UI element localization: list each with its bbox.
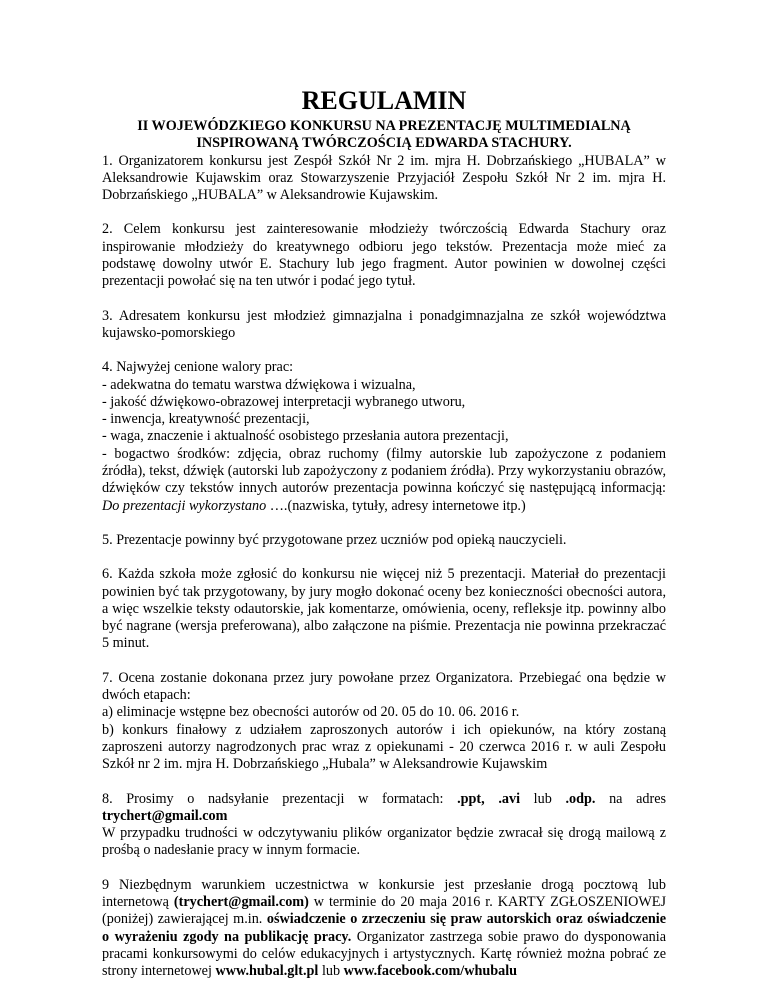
paragraph-5-supervision: 5. Prezentacje powinny być przygotowane przez uczniów pod opieką nauczycieli. <box>102 531 567 548</box>
formats-note: W przypadku trudności w odczytywaniu plików organizator będzie zwracał się drogą mailową z prośbą o nadesłanie pracy w innym formacie. <box>102 825 666 859</box>
website-link-hubal[interactable]: www.hubal.glt.pl <box>215 963 319 980</box>
format-avi: .avi <box>498 790 521 807</box>
paragraph-1-organizer: 1. Organizatorem konkursu jest Zespół Szkół Nr 2 im. mjra H. Dobrzańskiego „HUBALA” w Aleksandrowie Kujawskim oraz Stowarzyszenie Przyjaciół Zespołu Szkół Nr 2 im. mjra H. Dobrzańskiego „HUBALA” w Aleksandrowie Kujawskim. <box>102 152 666 204</box>
application-text-4: lub <box>318 963 344 980</box>
criteria-item-3: - inwencja, kreatywność prezentacji, <box>102 411 310 428</box>
criteria-item-5-text: - bogactwo środków: zdjęcia, obraz ruchomy (filmy autorskie lub zapożyczone z podaniem źródła), tekst, dźwięk (autorski lub zapożyczony z podaniem źródła). Przy wykorzystaniu obrazów, dźwięków czy tekstów innych autorów prezentacja powinna kończyć się następującą informacją: <box>102 445 666 497</box>
paragraph-8-formats <box>102 791 666 860</box>
format-ppt: .ppt, <box>457 790 485 807</box>
criteria-item-1: - adekwatna do tematu warstwa dźwiękowa i wizualna, <box>102 376 416 393</box>
application-email[interactable]: (trychert@gmail.com) <box>173 893 309 910</box>
paragraph-9-application <box>102 877 666 981</box>
paragraph-6-submission-limits: 6. Każda szkoła może zgłosić do konkursu nie więcej niż 5 prezentacji. Materiał do prezentacji powinien być tak przygotowany, by jury mogło dokonać oceny bez konieczności obecności autora, a więc wszelkie teksty odautorskie, jak komentarze, omówienia, oceny, refleksje itp. powinny albo być nagrane (wersja preferowana), albo załączone na piśmie. Prezentacja nie powinna przekraczać 5 minut. <box>102 566 666 652</box>
criteria-item-5 <box>102 446 666 515</box>
criteria-tail: ….(nazwiska, tytuły, adresy internetowe itp.) <box>266 497 526 514</box>
criteria-item-2: - jakość dźwiękowo-obrazowej interpretacji wybranego utworu, <box>102 393 466 410</box>
document-page <box>102 86 666 980</box>
evaluation-stage-a: a) eliminacje wstępne bez obecności autorów od 20. 05 do 10. 06. 2016 r. <box>102 704 520 721</box>
format-odp: .odp. <box>565 790 596 807</box>
formats-line <box>102 791 666 808</box>
application-text-2: w terminie do 20 maja 2016 r. KARTY ZGŁOSZENIOWEJ (poniżej) zawierającej m.in. <box>102 893 666 928</box>
document-title: REGULAMIN <box>301 86 467 115</box>
criteria-intro: 4. Najwyżej cenione walory prac: <box>102 359 294 376</box>
criteria-item-4: - waga, znaczenie i aktualność osobistego przesłania autora prezentacji, <box>102 428 509 445</box>
application-declaration: oświadczenie o zrzeczeniu się praw autorskich oraz oświadczenie o wyrażeniu zgody na publikację pracy. <box>102 911 666 945</box>
formats-prefix: 8. Prosimy o nadsyłanie prezentacji w formatach: <box>102 790 444 807</box>
evaluation-stage-b: b) konkurs finałowy z udziałem zaproszonych autorów i ich opiekunów, na który zostaną zaproszeni autorzy nagrodzonych prac wraz z opiekunami - 20 czerwca 2016 r. w auli Zespołu Szkół nr 2 im. mjra H. Dobrzańskiego „Hubala” w Aleksandrowie Kujawskim <box>102 721 666 773</box>
paragraph-3-audience: 3. Adresatem konkursu jest młodzież gimnazjalna i ponadgimnazjalna ze szkół województwa kujawsko-pomorskiego <box>102 307 666 341</box>
formats-or: lub <box>533 790 552 807</box>
subtitle-line-2: INSPIROWANĄ TWÓRCZOŚCIĄ EDWARDA STACHURY. <box>196 135 572 152</box>
paragraph-7-evaluation <box>102 670 666 774</box>
application-text-3: Organizator zastrzega sobie prawo do dysponowania pracami konkursowymi do celów edukacyjnych i artystycznych. Kartę również można pobrać ze strony internetowej <box>102 928 666 980</box>
evaluation-intro: 7. Ocena zostanie dokonana przez jury powołane przez Organizatora. Przebiegać ona będzie w dwóch etapach: <box>102 669 666 704</box>
paragraph-4-criteria <box>102 359 666 515</box>
formats-address-label: na adres <box>609 790 667 807</box>
document-subtitle <box>102 118 666 153</box>
contact-email[interactable]: trychert@gmail.com <box>102 807 228 824</box>
application-text-1: 9 Niezbędnym warunkiem uczestnictwa w konkursie jest przesłanie drogą pocztową lub internetową <box>102 876 666 910</box>
subtitle-line-1: II WOJEWÓDZKIEGO KONKURSU NA PREZENTACJĘ MULTIMEDIALNĄ <box>137 118 631 134</box>
criteria-italic-note: Do prezentacji wykorzystano <box>102 497 267 514</box>
website-link-facebook[interactable]: www.facebook.com/whubalu <box>343 963 518 980</box>
paragraph-2-goal: 2. Celem konkursu jest zainteresowanie młodzieży twórczością Edwarda Stachury oraz inspirowanie młodzieży do kreatywnego odbioru jego tekstów. Prezentacja może mieć za podstawę dowolny utwór E. Stachury lub jego fragment. Autor powinien w dowolnej części prezentacji powołać się na ten utwór i podać jego tytuł. <box>102 221 666 290</box>
